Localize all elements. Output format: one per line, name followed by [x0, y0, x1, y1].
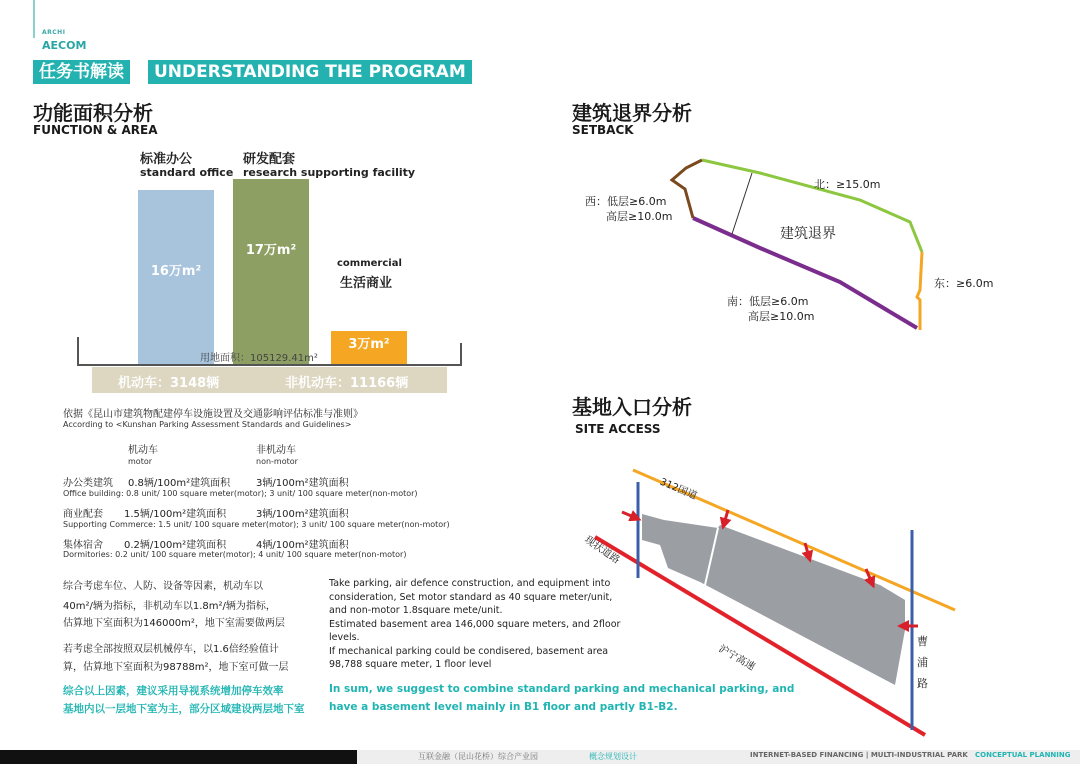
row-commerce-label: 商业配套	[63, 509, 103, 520]
road-caopu-3: 路	[917, 677, 928, 690]
para-en-line3: and non-motor 1.8square mete/unit.	[329, 605, 503, 616]
setback-south-2: 高层≥10.0m	[748, 310, 815, 323]
road-existing-label: 现状道路	[582, 534, 622, 567]
site-area: 用地面积：105129.41m²	[200, 353, 318, 364]
setback-title-cn: 建筑退界分析	[572, 101, 692, 125]
header-cn: 任务书解读	[33, 60, 130, 84]
summary-cn-line2: 基地内以一层地下室为主，部分区域建设两层地下室	[63, 703, 305, 715]
brand-name: AECOM	[42, 39, 87, 52]
col-motor-cn: 机动车	[128, 445, 158, 456]
row-office-label: 办公类建筑	[63, 478, 113, 489]
summary-cn-line1: 综合以上因素，建议采用导视系统增加停车效率	[63, 685, 284, 697]
bar-research-value: 17万m²	[245, 243, 297, 259]
setback-north-text: 北：≥15.0m	[814, 178, 881, 191]
site-parcel	[642, 514, 905, 685]
setback-west-2: 高层≥10.0m	[606, 210, 673, 223]
row-commerce-motor: 1.5辆/100m²建筑面积	[124, 509, 227, 520]
setback-east: 东：≥6.0m	[934, 277, 994, 290]
footer-dark	[0, 750, 357, 764]
row-dorm-label: 集体宿舍	[63, 540, 103, 551]
road-huning-label: 沪宁高速	[716, 643, 757, 673]
bar-commercial-cn: 生活商业	[340, 276, 393, 291]
access-arrow-1	[724, 510, 728, 524]
para-cn-line2: 40m²/辆为指标，非机动车以1.8m²/辆为指标，	[63, 601, 276, 612]
para-en-line5: levels.	[329, 632, 360, 643]
col-motor-en: motor	[128, 457, 153, 466]
motor-total: 机动车：3148辆	[118, 376, 220, 391]
footer-cn: 互联金融（昆山花桥）综合产业园	[418, 752, 538, 761]
para-en-line4: Estimated basement area 146,000 square meters, and 2floor	[329, 618, 621, 630]
setback-north	[814, 176, 880, 192]
setback-east-line	[917, 252, 922, 330]
para-en-line1: Take parking, air defence construction, and equipment into	[329, 578, 611, 589]
setback-west-line	[672, 160, 702, 218]
bar-commercial-value: 3万m²	[348, 337, 390, 353]
para-en-line7: 98,788 square meter, 1 floor level	[329, 659, 492, 670]
bar-office-en: standard office	[140, 166, 234, 179]
row-commerce-nonmotor: 3辆/100m²建筑面积	[256, 509, 349, 520]
setback-depth-line	[732, 173, 752, 234]
access-arrow-west	[622, 512, 636, 518]
area-bracket	[78, 337, 461, 365]
bar-research-en: research supporting facility	[243, 166, 416, 179]
setback-south-1: 南：低层≥6.0m	[727, 295, 809, 308]
para-cn-line3: 估算地下室面积为146000m²，地下室需要做两层	[63, 618, 285, 629]
summary-en-line2: have a basement level mainly in B1 floor and partly B1-B2.	[329, 701, 678, 713]
para-cn-line5: 算，估算地下室面积为98788m²，地下室可做一层	[63, 662, 289, 673]
row-dorm-en: Dormitories: 0.2 unit/ 100 square meter(motor); 4 unit/ 100 square meter(non-motor)	[63, 550, 407, 559]
row-office-motor: 0.8辆/100m²建筑面积	[128, 478, 231, 489]
standard-cn: 依据《昆山市建筑物配建停车设施设置及交通影响评估标准与准则》	[63, 409, 363, 420]
footer-cn-tag: 概念规划设计	[589, 752, 637, 761]
function-title-en: FUNCTION & AREA	[33, 123, 158, 137]
setback-center: 建筑退界	[780, 226, 836, 242]
row-commerce-en: Supporting Commerce: 1.5 unit/ 100 square meter(motor); 3 unit/ 100 square meter(non-motor)	[63, 520, 450, 529]
col-nonmotor-cn: 非机动车	[256, 445, 296, 456]
row-dorm-motor: 0.2辆/100m²建筑面积	[124, 540, 227, 551]
summary-en-line1: In sum, we suggest to combine standard parking and mechanical parking, and	[329, 683, 795, 695]
para-en-line2: consideration, Set motor standard as 40 square meter/unit,	[329, 591, 613, 603]
row-office-nonmotor: 3辆/100m²建筑面积	[256, 478, 349, 489]
access-title-en: SITE ACCESS	[575, 422, 661, 436]
bar-office-cn: 标准办公	[140, 152, 193, 167]
row-office-en: Office building: 0.8 unit/ 100 square meter(motor); 3 unit/ 100 square meter(non-motor)	[63, 489, 418, 498]
bar-research-cn: 研发配套	[243, 152, 296, 167]
col-nonmotor-en: non-motor	[256, 457, 298, 466]
para-cn-line1: 综合考虑车位、人防、设备等因素，机动车以	[63, 581, 263, 592]
standard-en: According to <Kunshan Parking Assessment Standards and Guidelines>	[63, 420, 352, 429]
para-en-line6: If mechanical parking could be condisered, basement area	[329, 645, 609, 657]
bar-commercial-en: commercial	[337, 258, 402, 269]
setback-title-en: SETBACK	[572, 123, 634, 137]
row-dorm-nonmotor: 4辆/100m²建筑面积	[256, 540, 349, 551]
access-title-cn: 基地入口分析	[572, 395, 692, 419]
nonmotor-total: 非机动车：11166辆	[285, 376, 409, 391]
footer-en: INTERNET-BASED FINANCING | MULTI-INDUSTRIAL PARK	[750, 751, 968, 759]
function-title-cn: 功能面积分析	[33, 101, 153, 125]
header-en: UNDERSTANDING THE PROGRAM	[148, 60, 472, 84]
para-cn-line4: 若考虑全部按照双层机械停车，以1.6倍经验值计	[63, 644, 279, 655]
footer-en-tag: CONCEPTUAL PLANNING	[975, 751, 1071, 759]
bar-office-value: 16万m²	[150, 264, 202, 280]
road-caopu-1: 曹	[917, 635, 928, 648]
setback-west-1: 西：低层≥6.0m	[585, 195, 667, 208]
road-312-label: 312国道	[658, 476, 699, 503]
road-caopu-2: 浦	[917, 656, 928, 669]
brand-archi: ARCHI	[42, 29, 66, 36]
